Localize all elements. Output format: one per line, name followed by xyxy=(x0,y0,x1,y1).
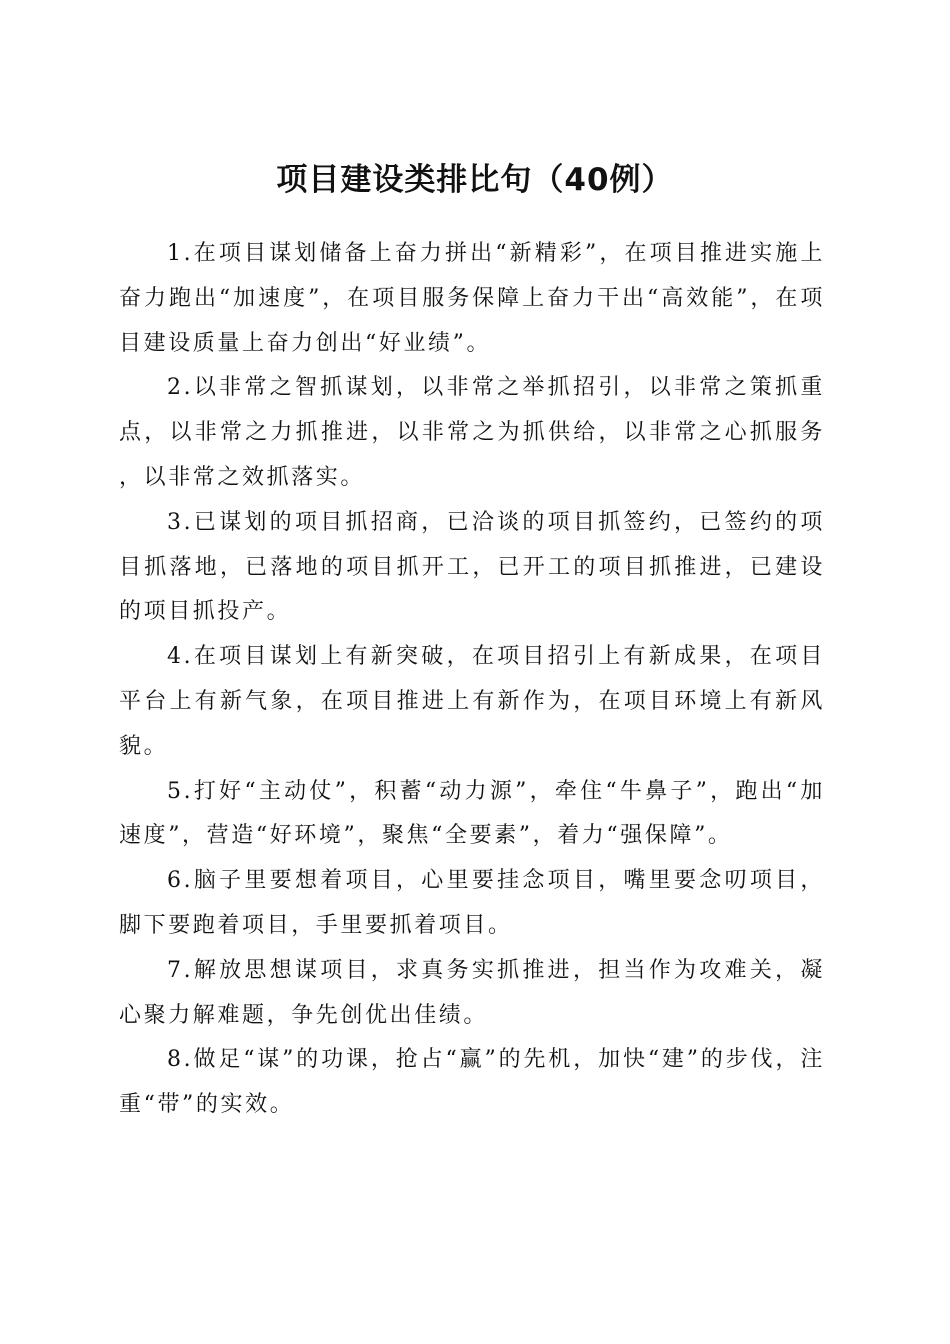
paragraph-7: 7.解放思想谋项目，求真务实抓推进，担当作为攻难关，凝心聚力解难题，争先创优出佳绩。 xyxy=(119,957,825,1028)
paragraph-4: 4.在项目谋划上有新突破，在项目招引上有新成果，在项目平台上有新气象，在项目推进上有新作为，在项目环境上有新风貌。 xyxy=(119,644,825,759)
document-body xyxy=(119,232,825,1128)
paragraph-8: 8.做足“谋”的功课，抢占“赢”的先机，加快“建”的步伐，注重“带”的实效。 xyxy=(119,1047,825,1118)
paragraph-6: 6.脑子里要想着项目，心里要挂念项目，嘴里要念叨项目，脚下要跑着项目，手里要抓着项目。 xyxy=(119,868,825,938)
paragraph-2: 2.以非常之智抓谋划，以非常之举抓招引，以非常之策抓重点，以非常之力抓推进，以非常之为抓供给，以非常之心抓服务，以非常之效抓落实。 xyxy=(119,375,825,490)
document-title: 项目建设类排比句（40例） xyxy=(276,161,674,198)
paragraph-1: 1.在项目谋划储备上奋力拼出“新精彩”，在项目推进实施上奋力跑出“加速度”，在项目服务保障上奋力干出“高效能”，在项目建设质量上奋力创出“好业绩”。 xyxy=(119,241,825,356)
paragraph-5: 5.打好“主动仗”，积蓄“动力源”，牵住“牛鼻子”，跑出“加速度”，营造“好环境”，聚焦“全要素”，着力“强保障”。 xyxy=(119,778,825,849)
paragraph-3: 3.已谋划的项目抓招商，已洽谈的项目抓签约，已签约的项目抓落地，已落地的项目抓开工，已开工的项目抓推进，已建设的项目抓投产。 xyxy=(119,509,825,625)
